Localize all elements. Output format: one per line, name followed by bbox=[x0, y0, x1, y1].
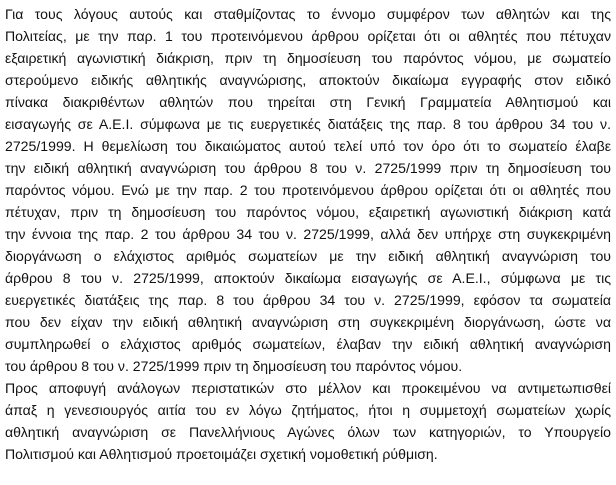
text-line: πέτυχαν, πριν τη δημοσίευση του παρόντος νόμου, εξαιρετική αγωνιστική διάκριση κατά bbox=[5, 204, 611, 220]
text-line: Για τους λόγους αυτούς και σταθμίζοντας το έννομο συμφέρον των αθλητών και της bbox=[5, 6, 611, 22]
text-line: Πολιτείας, με την παρ. 1 του προτεινόμενου άρθρου ορίζεται ότι οι αθλητές που πέτυχαν bbox=[5, 28, 611, 44]
text-line: που δεν είχαν την ειδική αθλητική αναγνώριση στη συγκεκριμένη διοργάνωση, ώστε να bbox=[5, 314, 611, 330]
text-line: Πολιτισμού και Αθλητισμού προετοιμάζει σχετική νομοθετική ρύθμιση. bbox=[5, 446, 438, 462]
text-line: 2725/1999. Η θεμελίωση του δικαιώματος αυτού τελεί υπό τον όρο ότι το σωματείο έλαβε bbox=[5, 138, 611, 154]
text-line: του άρθρου 8 του ν. 2725/1999 πριν τη δημοσίευση του παρόντος νόμου. bbox=[5, 358, 463, 374]
text-line: πίνακα διακριθέντων αθλητών που τηρείται στη Γενική Γραμματεία Αθλητισμού και bbox=[5, 94, 611, 110]
text-line: παρόντος νόμου. Ενώ με την παρ. 2 του προτεινόμενου άρθρου ορίζεται ότι οι αθλητές που bbox=[5, 182, 611, 198]
text-line: την ειδική αθλητική αναγνώριση του άρθρου 8 του ν. 2725/1999 πριν τη δημοσίευση του bbox=[5, 160, 611, 176]
text-line: άρθρου 8 του ν. 2725/1999, αποκτούν δικαίωμα εισαγωγής σε Α.Ε.Ι., σύμφωνα με τις bbox=[5, 270, 611, 286]
text-line: εισαγωγής σε Α.Ε.Ι. σύμφωνα με τις ευεργετικές διατάξεις της παρ. 8 του άρθρου 34 του ν. bbox=[5, 116, 611, 132]
text-line: ευεργετικές διατάξεις της παρ. 8 του άρθρου 34 του ν. 2725/1999, εφόσον τα σωματεία bbox=[5, 292, 611, 308]
text-line: την έννοια της παρ. 2 του άρθρου 34 του ν. 2725/1999, αλλά δεν υπήρχε στη συγκεκριμένη bbox=[5, 226, 611, 242]
text-line: συμπληρωθεί ο ελάχιστος αριθμός σωματείων, έλαβαν την ειδική αθλητική αναγνώριση bbox=[5, 336, 611, 352]
text-line: αθλητική αναγνώριση σε Πανελλήνιους Αγώνες όλων των κατηγοριών, το Υπουργείο bbox=[5, 424, 611, 440]
text-line: στερούμενο ειδικής αθλητικής αναγνώρισης, αποκτούν δικαίωμα εγγραφής στον ειδικό bbox=[5, 72, 611, 88]
text-line: άπαξ η γενεσιουργός αιτία του εν λόγω ζητήματος, ήτοι η συμμετοχή σωματείων χωρίς bbox=[5, 402, 611, 418]
text-line: διοργάνωση ο ελάχιστος αριθμός σωματείων με την ειδική αθλητική αναγνώριση του bbox=[5, 248, 611, 264]
text-line: εξαιρετική αγωνιστική διάκριση, πριν τη δημοσίευση του παρόντος νόμου, με σωματείο bbox=[5, 50, 611, 66]
text-line: Προς αποφυγή ανάλογων περιστατικών στο μέλλον και προκειμένου να αντιμετωπισθεί bbox=[5, 380, 611, 396]
